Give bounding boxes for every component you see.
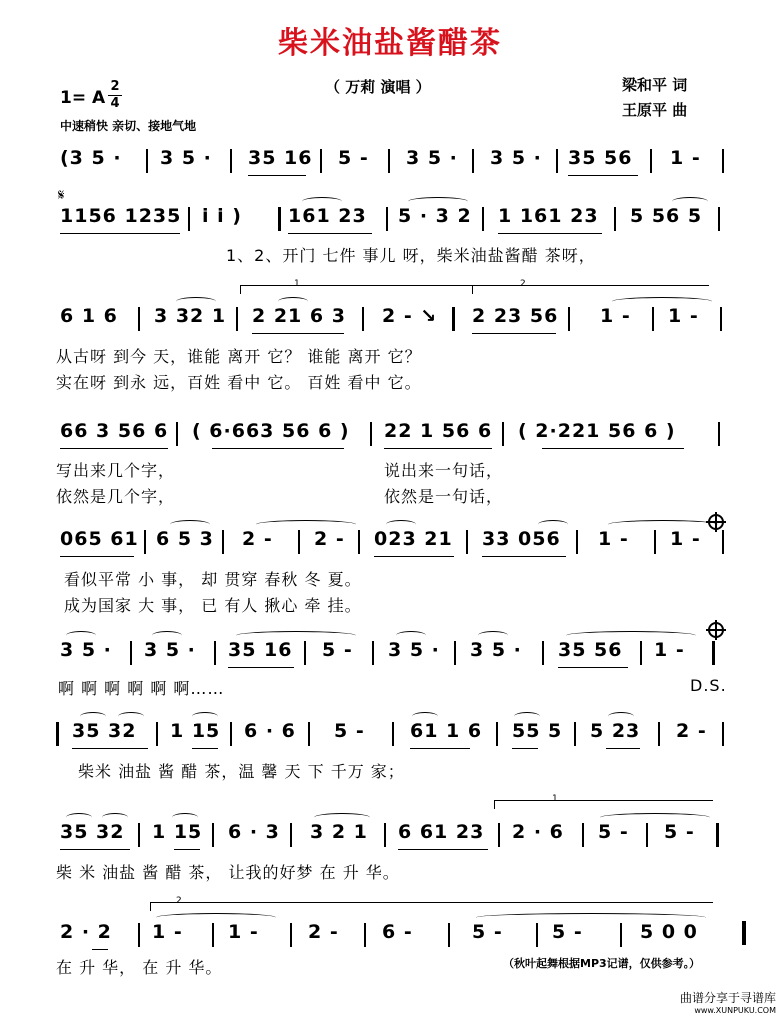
measure: 2 23 56 [472, 305, 559, 327]
measure: 2 · 2 [60, 921, 112, 943]
measure: 5 - [664, 821, 695, 843]
lyric-line-1: 从古呀 到今 天，谁能 离开 它？ 谁能 离开 它？ [56, 347, 422, 366]
lyric-line: 在 升 华， 在 升 华。 [56, 958, 223, 977]
measure: 1 161 23 [498, 205, 599, 227]
lyric-line-2: 成为国家 大 事， 已 有人 揪心 牵 挂。 [64, 596, 362, 615]
measure: 35 56 [568, 147, 633, 169]
measure: 5 0 0 [640, 921, 698, 943]
measure: 55 5 [512, 720, 563, 742]
site-watermark [680, 989, 776, 1015]
measure: 6 1 6 [60, 305, 118, 327]
song-title: 柴米油盐酱醋茶 [278, 26, 502, 61]
key-signature: 1= A [60, 88, 106, 108]
score-row-5 [52, 528, 732, 558]
score-row-7 [52, 720, 732, 750]
time-signature [108, 80, 122, 111]
lyric-line-1b: 说出来一句话， [384, 461, 504, 480]
measure: 2 - [314, 528, 345, 550]
lyricist-credit: 梁和平 词 [622, 76, 688, 94]
measure: 065 61 [60, 528, 139, 550]
tempo-marking: 中速稍快 亲切、接地气地 [60, 119, 197, 133]
score-row-8 [52, 821, 732, 851]
measure: 3 2 1 [310, 821, 368, 843]
measure: 6 61 23 [398, 821, 485, 843]
measure: 5 56 5 [630, 205, 703, 227]
final-barline [742, 921, 746, 945]
measure: 2 - [242, 528, 273, 550]
lyric-line-2b: 依然是一句话， [384, 487, 504, 506]
dal-segno-marking: D.S. [690, 676, 727, 695]
measure: 5 23 [590, 720, 641, 742]
measure: 1156 1235 [60, 205, 182, 227]
measure: 1 15 [170, 720, 221, 742]
measure: 2 - ↘ [382, 305, 438, 327]
measure: 6 5 3 [156, 528, 214, 550]
measure: 5 - [472, 921, 503, 943]
lyric-line-2a: 依然是几个字， [56, 487, 176, 506]
measure: 1 - [600, 305, 631, 327]
lyric-line: 啊 啊 啊 啊 啊 啊…… [58, 679, 225, 698]
ending-number-2: 2 [520, 279, 526, 289]
measure: 33 056 [482, 528, 561, 550]
measure: 3 5 · [406, 147, 458, 169]
measure: 1 - [670, 528, 701, 550]
measure: (3 5 · [60, 147, 122, 169]
measure: 1 - [670, 147, 701, 169]
lyric-line: 柴米 油盐 酱 醋 茶，温 馨 天 下 千万 家； [78, 762, 405, 781]
measure: 2 21 6 3 [252, 305, 346, 327]
measure: 1 - [152, 921, 183, 943]
measure: 2 - [676, 720, 707, 742]
measure: 35 56 [558, 639, 623, 661]
measure: 5 - [598, 821, 629, 843]
measure: 35 16 [248, 147, 313, 169]
measure: 3 5 · [160, 147, 212, 169]
score-row-6 [52, 639, 732, 669]
lyric-line: 1、2、开门 七件 事儿 呀，柴米油盐酱醋 茶呀， [226, 246, 596, 265]
measure: ( 6·663 56 6 ) [192, 420, 350, 442]
measure: 22 1 56 6 [384, 420, 493, 442]
segno-sign: 𝄋 [58, 186, 65, 204]
measure: 1 - [654, 639, 685, 661]
measure: 35 16 [228, 639, 293, 661]
time-top: 2 [110, 79, 120, 94]
measure: 35 32 [72, 720, 137, 742]
coda-sign [708, 622, 724, 638]
measure: 5 - [552, 921, 583, 943]
measure: 2 · 6 [512, 821, 564, 843]
score-row-4 [52, 420, 732, 450]
lyric-line-2: 实在呀 到永 远，百姓 看中 它。 百姓 看中 它。 [56, 373, 422, 392]
measure: i i ) [202, 205, 242, 227]
measure: 1 15 [152, 821, 203, 843]
second-ending-bracket [150, 902, 713, 911]
composer-credit: 王原平 曲 [622, 101, 688, 119]
measure: 2 - [308, 921, 339, 943]
measure: 1 - [598, 528, 629, 550]
measure: 6 - [382, 921, 413, 943]
second-ending-bracket [472, 285, 709, 294]
watermark-line-1: 曲谱分享于寻谱库 [679, 991, 776, 1005]
measure: 5 - [322, 639, 353, 661]
score-row-3 [52, 305, 732, 335]
time-bottom: 4 [110, 96, 120, 111]
singer-credit: （ 万莉 演唱 ） [325, 78, 431, 96]
first-ending-bracket [494, 800, 713, 809]
measure: 61 1 6 [410, 720, 483, 742]
measure: 3 5 · [388, 639, 440, 661]
transcription-note: （秋叶起舞根据MP3记谱，仅供参考。） [503, 957, 701, 970]
measure: 6 · 6 [244, 720, 296, 742]
measure: 3 5 · [144, 639, 196, 661]
lyric-line: 柴 米 油盐 酱 醋 茶， 让我的好梦 在 升 华。 [56, 863, 400, 882]
measure: ( 2·221 56 6 ) [518, 420, 676, 442]
measure: 3 5 · [470, 639, 522, 661]
ending-number-1: 1 [552, 794, 558, 804]
measure: 5 · 3 2 [398, 205, 472, 227]
measure: 5 - [338, 147, 369, 169]
first-ending-bracket [240, 285, 481, 294]
score-row-9 [52, 921, 732, 951]
measure: 161 23 [288, 205, 367, 227]
ending-number-2: 2 [176, 896, 182, 906]
ending-number-1: 1 [294, 279, 300, 289]
measure: 1 - [668, 305, 699, 327]
score-row-1 [52, 147, 732, 177]
measure: 35 32 [60, 821, 125, 843]
lyric-line-1a: 写出来几个字， [56, 461, 176, 480]
measure: 5 - [334, 720, 365, 742]
watermark-line-2: www.XUNPUKU.COM [694, 1006, 776, 1015]
measure: 66 3 56 6 [60, 420, 169, 442]
measure: 023 21 [374, 528, 453, 550]
measure: 1 - [228, 921, 259, 943]
lyric-line-1: 看似平常 小 事， 却 贯穿 春秋 冬 夏。 [64, 570, 362, 589]
measure: 3 5 · [490, 147, 542, 169]
measure: 3 5 · [60, 639, 112, 661]
measure: 3 32 1 [154, 305, 227, 327]
measure: 6 · 3 [228, 821, 280, 843]
score-row-2 [52, 205, 732, 235]
